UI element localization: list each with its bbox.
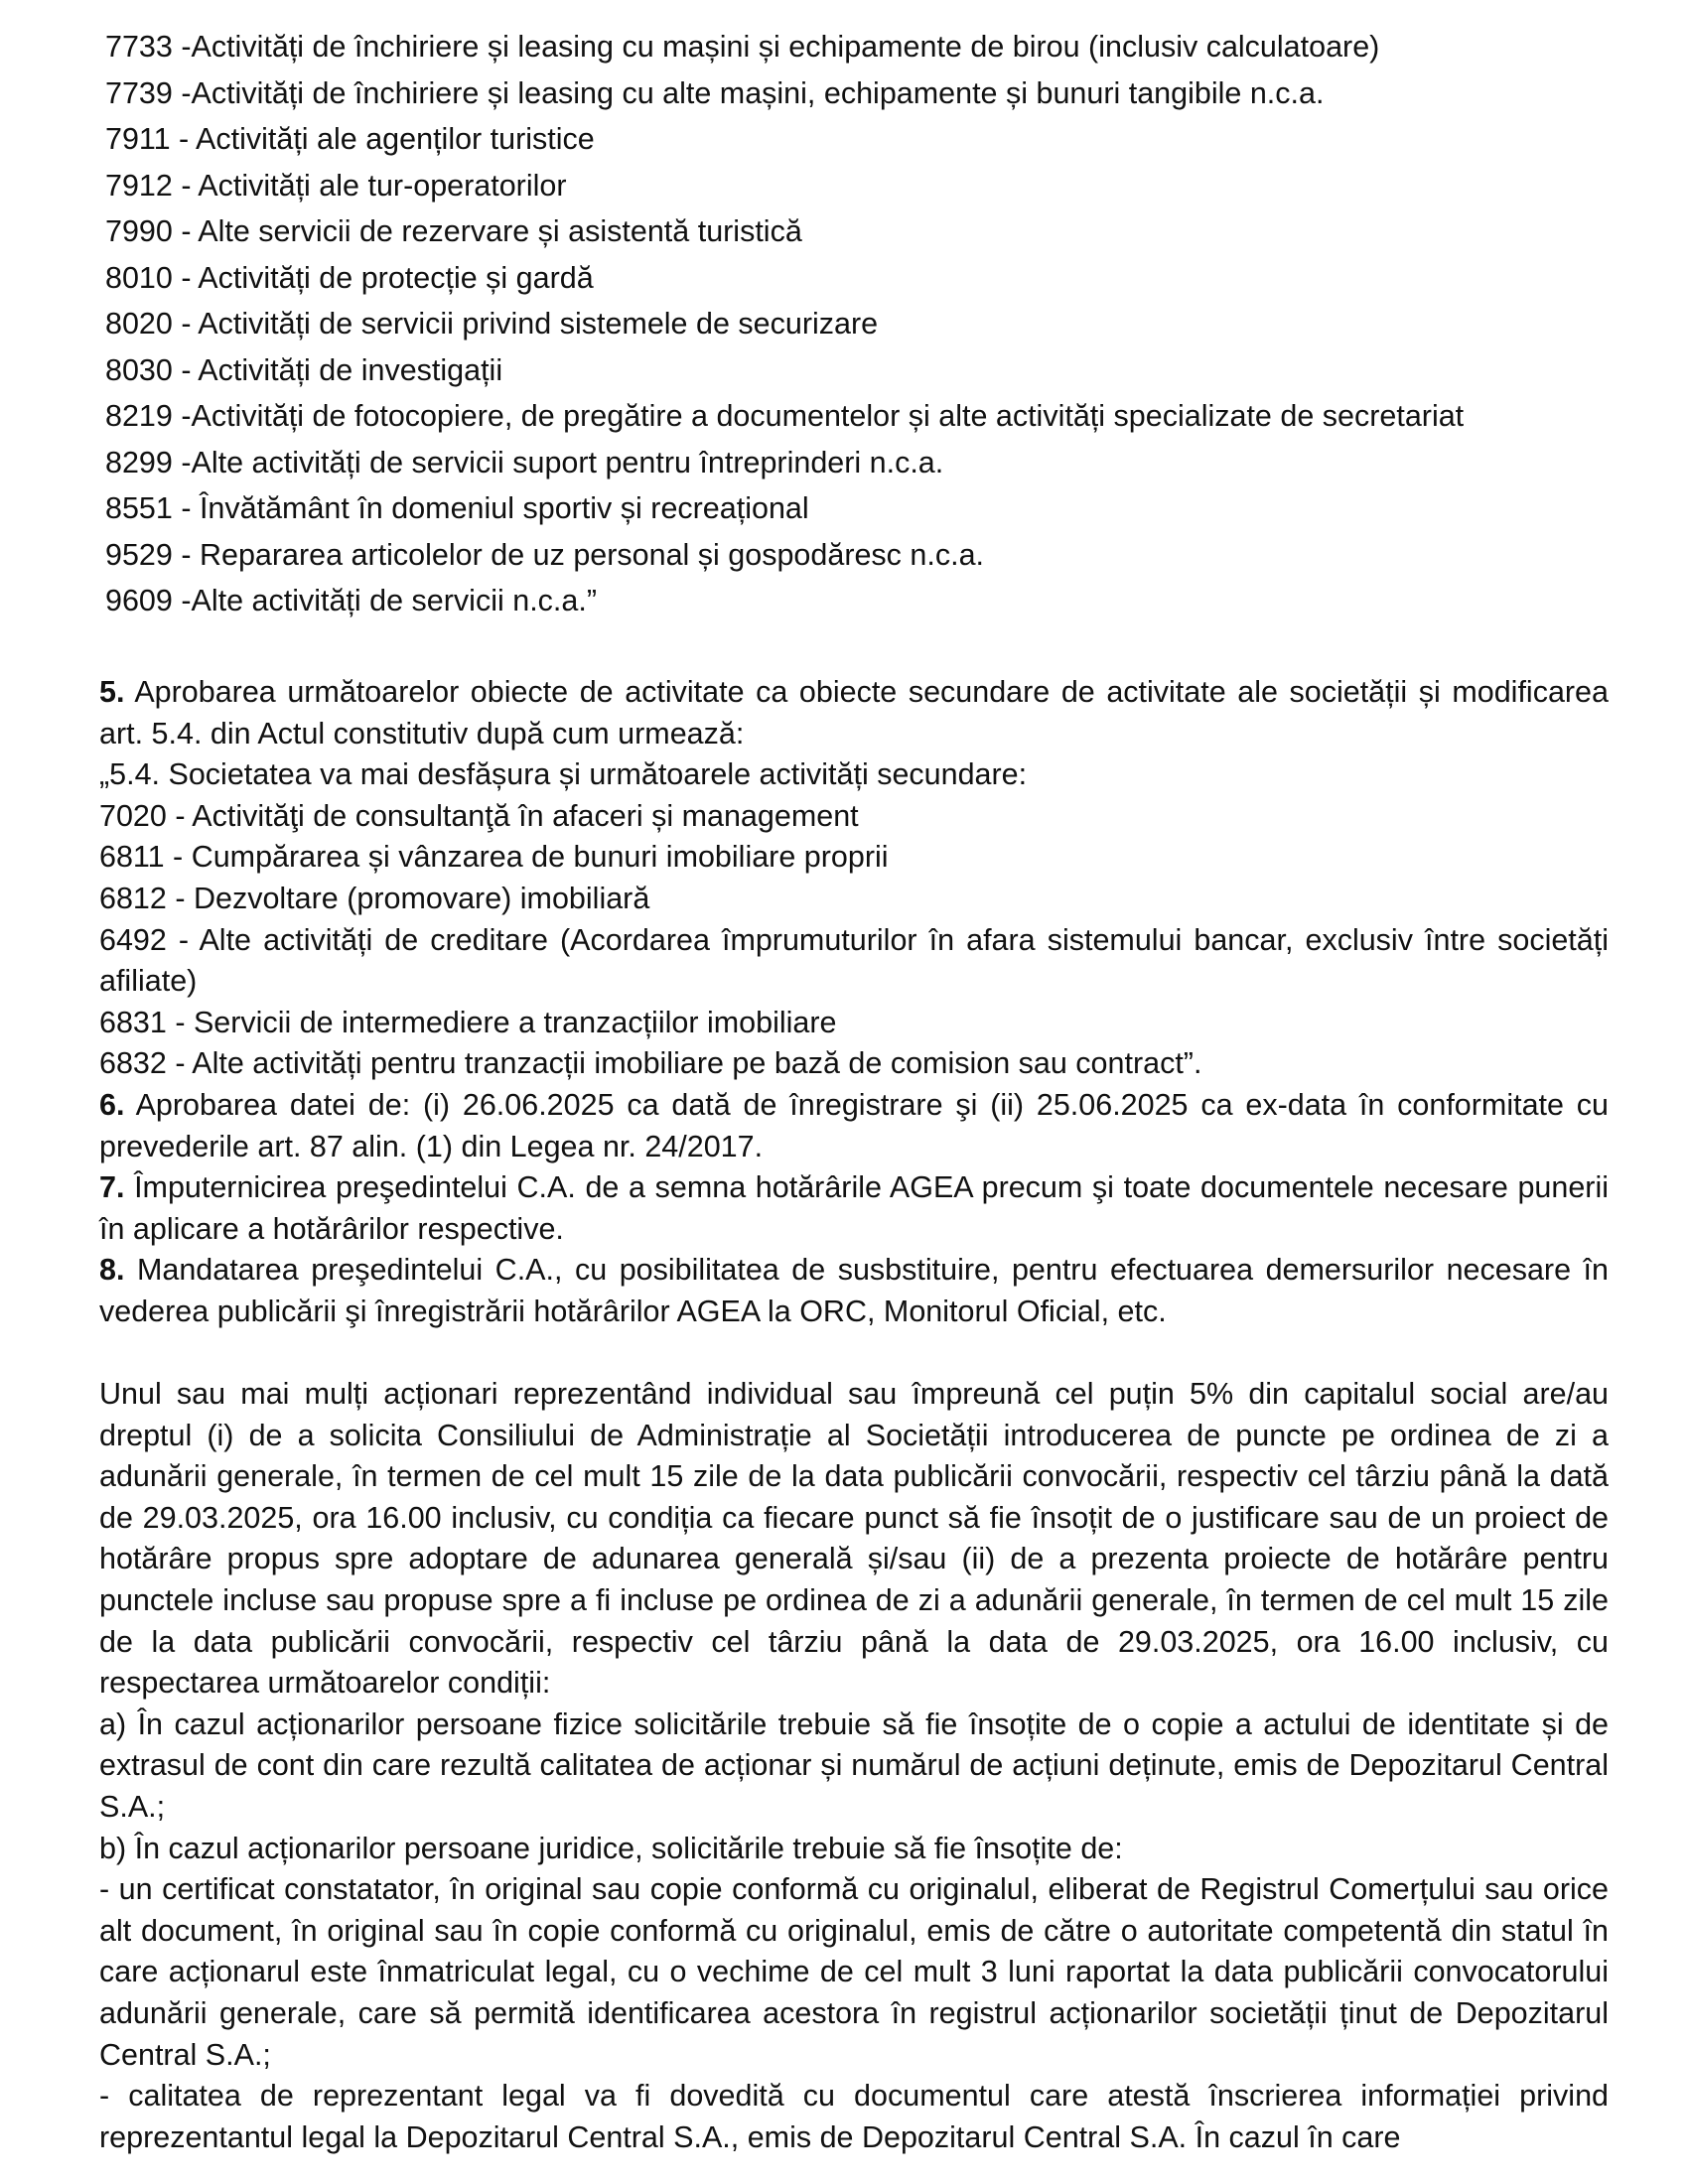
condition-a: a) În cazul acționarilor persoane fizice solicitările trebuie să fie însoțite de o copie a actului de identitate și de extrasul de cont din care rezultă calitatea de acționar și numărul de acțiuni deținute, emis de Depozitarul Central S.A.; [99,1706,1609,1825]
shareholders-paragraph: Unul sau mai mulți acționari reprezentând individual sau împreună cel puțin 5% din capitalul social are/au dreptul (i) de a solicita Consiliului de Administrație al Societății introducerea de puncte pe ordinea de zi a adunării generale, în termen de cel mult 15 zile de la data publicării convocării, respectiv cel târziu până la dată de 29.03.2025, ora 16.00 inclusiv, cu condiția ca fiecare punct să fie însoțit de o justificare sau de un proiect de hotărâre propus spre adoptare de adunarea generală și/sau (ii) de a prezenta proiecte de hotărâre pentru punctele incluse sau propuse spre a fi incluse pe ordinea de zi a adunării generale, în termen de cel mult 15 zile de la data publicării convocării, respectiv cel târziu până la data de 29.03.2025, ora 16.00 inclusiv, cu respectarea următoarelor condiții: [99,1377,1609,1701]
list-item: 7733 -Activități de închiriere și leasing cu mașini și echipamente de birou (inclusiv calculatoare) [105,30,1380,64]
condition-b-item: - un certificat constatator, în original sau copie conformă cu originalul, eliberat de Registrul Comerțului sau orice alt document, în original sau în copie conformă cu originalul, emis de către o autoritate competentă din statul în care acționarul este înmatriculat legal, cu o vechime de cel mult 3 luni raportat la data publicării convocatorului adunării generale, care să permită identificarea acestora în registrul acționarilor societății ținut de Depozitarul Central S.A.; [99,1872,1609,2072]
resolution-body [99,672,1609,2158]
item-number: 7. [99,1170,125,1205]
list-item: 7020 - Activităţi de consultanţă în afaceri și management [99,798,859,833]
list-item: 6492 - Alte activități de creditare (Acordarea împrumuturilor în afara sistemului bancar, exclusiv între societăți afiliate) [99,922,1609,999]
condition-b-item: - calitatea de reprezentant legal va fi dovedită cu documentul care atestă înscrierea informației privind reprezentantul legal la Depozitarul Central S.A., emis de Depozitarul Central S.A. În cazul în care [99,2079,1609,2154]
list-item: 8219 -Activități de fotocopiere, de pregătire a documentelor și alte activități specializate de secretariat [105,399,1465,433]
paragraph-spacer [99,1333,1609,1375]
list-item: 7911 - Activități ale agenților turistice [105,122,595,156]
item-text: Aprobarea următoarelor obiecte de activitate ca obiecte secundare de activitate ale societății și modificarea art. 5.4. din Actul constitutiv după cum urmează: [99,675,1609,751]
list-item: 7912 - Activități ale tur-operatorilor [105,168,567,203]
activity-code-list [105,24,1565,624]
item-7 [99,1167,1609,1250]
item-number: 5. [99,675,125,709]
item-8 [99,1250,1609,1332]
item-6 [99,1085,1609,1167]
item-text: Aprobarea datei de: (i) 26.06.2025 ca dată de înregistrare şi (ii) 25.06.2025 ca ex-data în conformitate cu prevederile art. 87 alin. (1) din Legea nr. 24/2017. [99,1087,1609,1163]
list-item: 6832 - Alte activități pentru tranzacții imobiliare pe bază de comision sau contract”. [99,1046,1202,1081]
item-5 [99,672,1609,754]
item-text: Mandatarea preşedintelui C.A., cu posibilitatea de susbstituire, pentru efectuarea demersurilor necesare în vederea publicării şi înregistrării hotărârilor AGEA la ORC, Monitorul Oficial, etc. [99,1253,1609,1328]
list-item: 7739 -Activități de închiriere și leasing cu alte mașini, echipamente și bunuri tangibile n.c.a. [105,75,1325,110]
list-item: 9609 -Alte activități de servicii n.c.a.” [105,584,597,617]
list-item: 6811 - Cumpărarea și vânzarea de bunuri imobiliare proprii [99,840,889,875]
article-intro: „5.4. Societatea va mai desfășura și următoarele activități secundare: [99,757,1028,792]
item-number: 8. [99,1253,125,1288]
list-item: 8299 -Alte activități de servicii suport pentru întreprinderi n.c.a. [105,445,944,479]
item-text: Împuternicirea preşedintelui C.A. de a semna hotărârile AGEA precum şi toate documentele necesare punerii în aplicare a hotărârilor respective. [99,1170,1609,1246]
list-item: 8030 - Activități de investigații [105,352,503,387]
list-item: 6812 - Dezvoltare (promovare) imobiliară [99,881,650,915]
list-item: 8010 - Activități de protecție și gardă [105,260,594,295]
item-number: 6. [99,1087,125,1122]
list-item: 8551 - Învătământ în domeniul sportiv și recreațional [105,491,809,525]
list-item: 8020 - Activități de servicii privind sistemele de securizare [105,307,879,341]
list-item: 7990 - Alte servicii de rezervare și asistentă turistică [105,214,802,248]
list-item: 6831 - Servicii de intermediere a tranzacțiilor imobiliare [99,1005,837,1039]
condition-b: b) În cazul acționarilor persoane juridice, solicitările trebuie să fie însoțite de: [99,1831,1123,1865]
list-item: 9529 - Repararea articolelor de uz personal și gospodăresc n.c.a. [105,537,985,572]
